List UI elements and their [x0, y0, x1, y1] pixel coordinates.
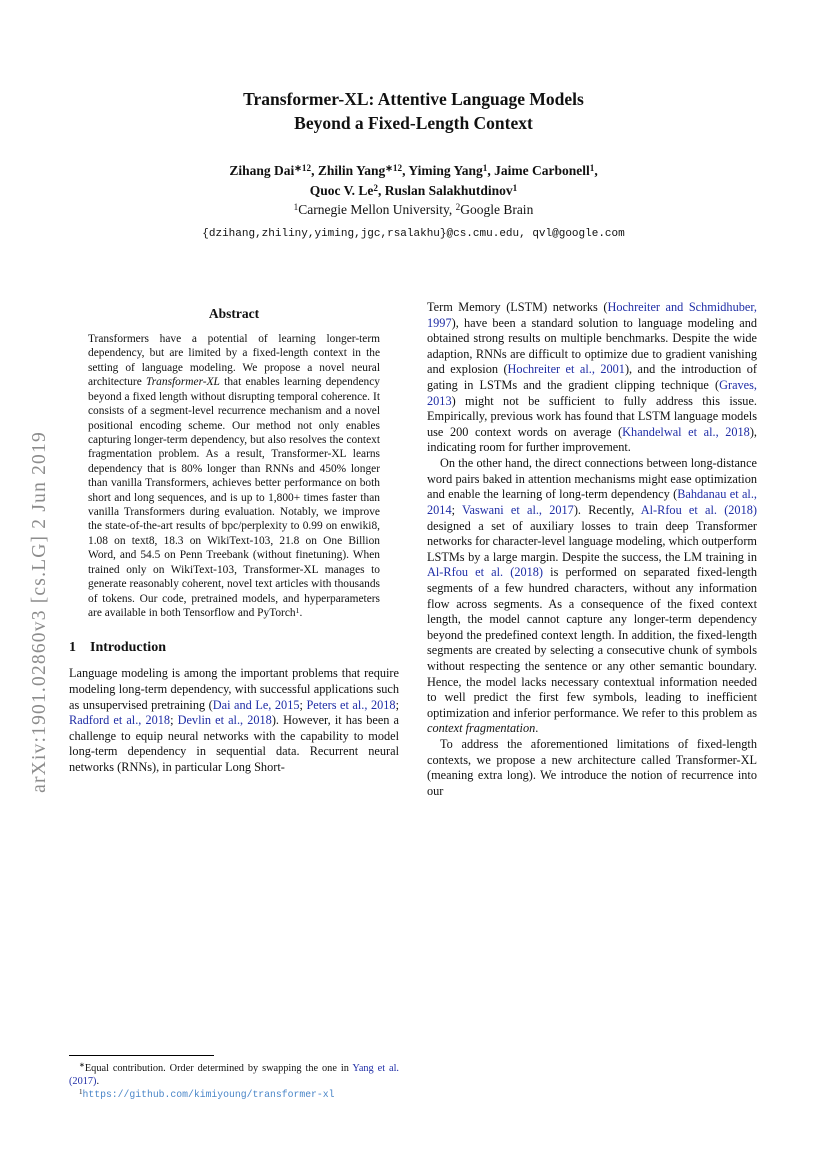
text-segment: ). Recently, — [573, 502, 641, 517]
text-segment: To address the aforementioned limitations of fixed-length contexts, we propose a new architecture called Transformer-XL (meaning extra long). We introduce the notion of recurrence into our — [427, 737, 757, 798]
text-segment: , Jaime Carbonell — [487, 163, 590, 179]
text-segment: . — [96, 1075, 100, 1087]
citation-link[interactable]: Bahdanau et al., 2014 — [427, 487, 758, 517]
text-segment: Transformers have a potential of learning longer-term dependency, but are limited by a fixed-length context in the setting of language modeling. We propose a novel neural architecture — [88, 333, 380, 389]
text-segment: designed a set of auxiliary losses to train deep Transformer networks for character-level language modeling, which outperform LSTMs by a large margin. Despite the success, the LM training in — [427, 518, 757, 564]
text-segment: is performed on separated fixed-length segments of a few hundred characters, without any information flow across segments. As a consequence of the fixed context length, the model cannot capture any longer-term dependency beyond the predefined context length. In addition, the fixed-length segments are created by selecting a consecutive chunk of symbols without respecting the sentence or any other semantic boundary. Hence, the model lacks necessary contextual information needed to well predict the first few symbols, leading to inefficient optimization and inferior performance. We refer to this problem as — [427, 565, 757, 720]
paper-header — [0, 0, 827, 242]
right-paragraph-1 — [427, 300, 757, 456]
text-segment: ; — [299, 697, 307, 712]
text-segment: 1 — [79, 1088, 83, 1097]
text-segment: 2 — [455, 202, 461, 213]
text-segment: Quoc V. Le — [309, 182, 374, 198]
text-segment: Carnegie Mellon University, — [298, 202, 456, 218]
left-column — [69, 300, 399, 1102]
author-line-1 — [0, 161, 827, 181]
citation-link[interactable]: Peters et al., 2018 — [306, 697, 396, 712]
text-segment: context fragmentation — [427, 721, 536, 736]
text-segment: ∗12 — [385, 163, 403, 174]
paper-title-line-1: Transformer-XL: Attentive Language Models — [243, 89, 584, 109]
text-segment: ), indicating room for further improvement. — [427, 424, 757, 455]
citation-link[interactable]: Hochreiter et al., 2001 — [507, 362, 625, 377]
text-segment: 1 — [512, 182, 518, 193]
paper-title-line-2: Beyond a Fixed-Length Context — [294, 112, 533, 133]
text-segment: 1 — [589, 163, 595, 174]
citation-link[interactable]: Graves, 2013 — [427, 378, 757, 408]
author-emails: {dzihang,zhiliny,yiming,jgc,rsalakhu}@cs.cmu.edu, qvl@google.com — [202, 227, 625, 240]
intro-paragraph — [69, 666, 399, 775]
citation-link[interactable]: Dai and Le, 2015 — [212, 697, 300, 712]
right-paragraph-2 — [427, 456, 757, 737]
citation-link[interactable]: Radford et al., 2018 — [69, 713, 171, 728]
text-segment: ), have been a standard solution to language modeling and obtained strong results on multiple benchmarks. Despite the wide adaption, RNNs are difficult to optimize due to gradient vanishing and explosion ( — [427, 315, 757, 377]
two-column-body — [69, 300, 758, 1102]
footnote-rule — [69, 1055, 214, 1056]
text-segment: ) might not be sufficient to fully address this issue. Empirically, previous work has found that LSTM language models use 200 context words on average ( — [427, 393, 757, 439]
abstract-body — [69, 332, 399, 620]
text-segment: ), and the introduction of gating in LSTMs and the gradient clipping technique ( — [427, 362, 757, 393]
text-segment: Transformer-XL — [146, 376, 220, 389]
section-heading-introduction: 1 Introduction — [69, 640, 166, 656]
text-segment: that enables learning dependency beyond a fixed length without disrupting temporal coherence. It consists of a segment-level recurrence mechanism and a novel positional encoding scheme. Our method not only enables capturing longer-term dependency, but also resolves the context fragmentation problem. As a result, Transformer-XL learns dependency that is 80% longer than RNNs and 450% longer than vanilla Transformers, achieves better performance on both short and long sequences, and is up to 1,800+ times faster than vanilla Transformers during evaluation. Notably, we improve the state-of-the-art results of bpc/perplexity to 0.99 on enwiki8, 1.08 on text8, 18.3 on WikiText-103, 21.8 on One Billion Word, and 54.5 on Penn Treebank (without finetuning). When trained only on WikiText-103, Transformer-XL manages to generate reasonably coherent, novel text articles with thousands of tokens. Our code, pretrained models, and hyperparameters are available in both Tensorflow and PyTorch — [88, 376, 380, 620]
text-segment: Zihang Dai — [229, 163, 295, 179]
citation-link[interactable]: Hochreiter and Schmidhuber, 1997 — [427, 300, 757, 330]
text-segment: ∗ — [79, 1061, 85, 1070]
text-segment: Language modeling is among the important problems that require modeling long-term dependency, with successful applications such as unsupervised pretraining ( — [69, 666, 399, 712]
text-segment: , Yiming Yang — [402, 163, 483, 179]
affiliations — [0, 200, 827, 220]
text-segment: Term Memory (LSTM) networks ( — [427, 300, 608, 314]
text-segment: ; — [170, 713, 178, 728]
author-line-2 — [0, 181, 827, 201]
citation-link[interactable]: Devlin et al., 2018 — [177, 713, 272, 728]
text-segment: 2 — [373, 182, 378, 193]
text-segment: . — [299, 607, 303, 620]
text-segment: , Zhilin Yang — [311, 163, 386, 179]
citation-link[interactable]: Vaswani et al., 2017 — [462, 502, 574, 517]
text-segment: , Ruslan Salakhutdinov — [377, 182, 513, 198]
abstract-heading: Abstract — [208, 306, 260, 321]
text-segment: Google Brain — [460, 202, 534, 218]
text-segment: ∗12 — [294, 163, 312, 174]
text-segment: ). However, it has been a challenge to equip neural networks with the capability to model long-term dependency in sequential data. Recurrent neural networks (RNNs), in particular Long Short- — [69, 713, 399, 775]
text-segment: 1 — [295, 605, 300, 615]
url-link[interactable]: https://github.com/kimiyoung/transformer-xl — [82, 1089, 335, 1101]
text-segment: 1 — [293, 202, 299, 213]
citation-link[interactable]: Yang et al. (2017) — [69, 1062, 400, 1087]
citation-link[interactable]: Al-Rfou et al. (2018) — [640, 502, 757, 517]
footnote-area — [69, 1055, 399, 1102]
right-column — [427, 300, 757, 1102]
citation-link[interactable]: Khandelwal et al., 2018 — [622, 424, 750, 439]
text-segment: Equal contribution. Order determined by swapping the one in — [84, 1062, 353, 1074]
text-segment: ; — [451, 502, 463, 517]
text-segment: On the other hand, the direct connections between long-distance word pairs baked in attention mechanisms might ease optimization and enable the learning of long-term dependency ( — [427, 456, 757, 502]
arxiv-watermark: arXiv:1901.02860v3 [cs.LG] 2 Jun 2019 — [29, 431, 50, 793]
text-segment: . — [535, 721, 539, 736]
right-paragraph-3 — [427, 737, 757, 799]
text-segment: , — [594, 163, 598, 179]
paper-title — [0, 88, 827, 135]
footnote-equal-contribution — [69, 1062, 399, 1089]
text-segment: 1 — [482, 163, 488, 174]
text-segment: ; — [395, 697, 399, 712]
footnote-code-link — [69, 1088, 399, 1102]
citation-link[interactable]: Al-Rfou et al. (2018) — [427, 565, 544, 580]
